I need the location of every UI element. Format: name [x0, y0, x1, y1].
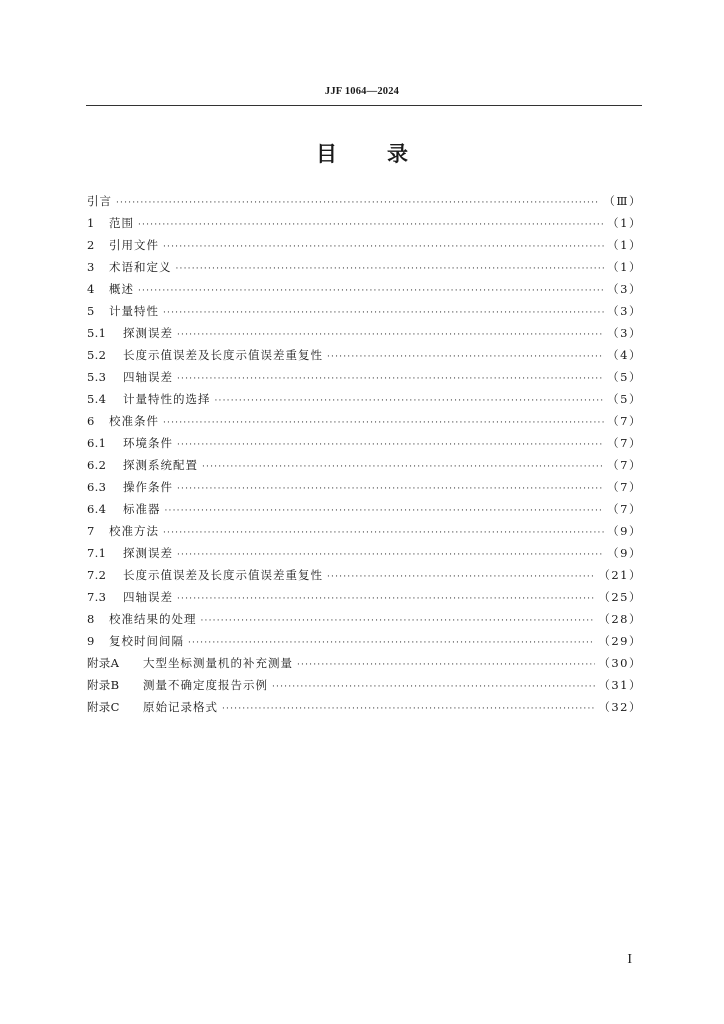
toc-entry[interactable]	[87, 234, 642, 256]
toc-entry[interactable]	[87, 344, 642, 366]
toc-entry-number: 1	[87, 216, 95, 230]
toc-entry-number: 5.1	[87, 326, 107, 340]
toc-entry-label: 原始记录格式	[143, 700, 218, 714]
toc-entry-page: （7）	[607, 436, 642, 450]
toc-dot-leader	[215, 390, 605, 412]
toc-dot-leader	[176, 258, 605, 280]
toc-dot-leader	[138, 280, 604, 302]
toc-entry[interactable]	[87, 212, 642, 234]
toc-entry-label: 术语和定义	[109, 260, 172, 274]
toc-entry[interactable]	[87, 300, 642, 322]
toc-entry-label: 测量不确定度报告示例	[143, 678, 268, 692]
toc-entry-label: 计量特性	[109, 304, 159, 318]
toc-entry-page: （32）	[598, 700, 642, 714]
toc-entry[interactable]	[87, 454, 642, 476]
toc-entry-number: 附录A	[87, 656, 120, 670]
toc-entry-label: 探测系统配置	[123, 458, 198, 472]
toc-entry-page: （28）	[598, 612, 642, 626]
toc-entry-page: （29）	[598, 634, 642, 648]
toc-dot-leader	[202, 456, 604, 478]
toc-dot-leader	[165, 500, 605, 522]
toc-entry-number: 7.3	[87, 590, 107, 604]
toc-entry-number: 6.2	[87, 458, 107, 472]
toc-dot-leader	[188, 632, 595, 654]
document-code-header: JJF 1064—2024	[324, 86, 400, 97]
toc-entry-page: （1）	[607, 238, 642, 252]
toc-dot-leader	[177, 434, 604, 456]
toc-dot-leader	[201, 610, 596, 632]
toc-entry-label: 四轴误差	[123, 590, 173, 604]
toc-entry-number: 5.3	[87, 370, 107, 384]
toc-dot-leader	[177, 544, 604, 566]
toc-entry[interactable]	[87, 190, 642, 212]
toc-entry[interactable]	[87, 564, 642, 586]
toc-entry-number: 5	[87, 304, 95, 318]
toc-dot-leader	[116, 192, 600, 214]
toc-entry-label: 操作条件	[123, 480, 173, 494]
toc-entry-number: 附录B	[87, 678, 120, 692]
title-char-1: 目	[316, 142, 337, 166]
toc-entry-number: 9	[87, 634, 95, 648]
toc-entry[interactable]	[87, 322, 642, 344]
toc-entry-page: （21）	[598, 568, 642, 582]
toc-entry-label: 引用文件	[109, 238, 159, 252]
toc-entry-page: （9）	[607, 546, 642, 560]
toc-entry-page: （7）	[607, 480, 642, 494]
toc-entry[interactable]	[87, 696, 642, 718]
toc-dot-leader	[177, 478, 604, 500]
toc-entry[interactable]	[87, 674, 642, 696]
toc-entry-page: （5）	[607, 370, 642, 384]
toc-entry-page: （7）	[607, 458, 642, 472]
toc-entry-page: （9）	[607, 524, 642, 538]
toc-entry-page: （7）	[607, 414, 642, 428]
toc-entry-number: 6.4	[87, 502, 107, 516]
toc-entry-number: 7.2	[87, 568, 107, 582]
toc-dot-leader	[327, 566, 595, 588]
toc-entry-page: （3）	[607, 326, 642, 340]
toc-dot-leader	[222, 698, 595, 720]
toc-dot-leader	[177, 324, 604, 346]
toc-entry-page: （Ⅲ）	[603, 194, 642, 208]
toc-dot-leader	[327, 346, 604, 368]
toc-entry[interactable]	[87, 652, 642, 674]
toc-entry-label: 长度示值误差及长度示值误差重复性	[123, 348, 323, 362]
toc-entry[interactable]	[87, 542, 642, 564]
toc-dot-leader	[272, 676, 595, 698]
toc-dot-leader	[163, 236, 604, 258]
toc-entry-label: 引言	[87, 194, 112, 208]
toc-entry-label: 概述	[109, 282, 134, 296]
toc-entry[interactable]	[87, 608, 642, 630]
toc-entry-page: （1）	[607, 216, 642, 230]
toc-entry-label: 探测误差	[123, 546, 173, 560]
toc-entry-label: 探测误差	[123, 326, 173, 340]
toc-entry[interactable]	[87, 520, 642, 542]
toc-entry-number: 6.1	[87, 436, 107, 450]
toc-entry-label: 长度示值误差及长度示值误差重复性	[123, 568, 323, 582]
toc-entry[interactable]	[87, 278, 642, 300]
toc-entry-page: （25）	[598, 590, 642, 604]
toc-entry-number: 附录C	[87, 700, 120, 714]
toc-dot-leader	[297, 654, 595, 676]
toc-entry[interactable]	[87, 388, 642, 410]
toc-entry-number: 7	[87, 524, 95, 538]
toc-entry[interactable]	[87, 256, 642, 278]
toc-entry-number: 5.2	[87, 348, 107, 362]
toc-entry-page: （7）	[607, 502, 642, 516]
toc-entry-number: 3	[87, 260, 95, 274]
toc-entry-label: 计量特性的选择	[123, 392, 211, 406]
toc-entry[interactable]	[87, 476, 642, 498]
toc-entry-label: 标准器	[123, 502, 161, 516]
toc-entry[interactable]	[87, 586, 642, 608]
toc-entry-number: 4	[87, 282, 95, 296]
toc-entry-number: 6.3	[87, 480, 107, 494]
toc-entry-page: （5）	[607, 392, 642, 406]
toc-entry-page: （4）	[607, 348, 642, 362]
toc-entry-label: 复校时间间隔	[109, 634, 184, 648]
title-char-2: 录	[387, 142, 408, 166]
header-divider	[86, 105, 642, 106]
toc-entry-label: 大型坐标测量机的补充测量	[143, 656, 293, 670]
toc-entry-page: （31）	[598, 678, 642, 692]
page-number: I	[627, 952, 632, 967]
toc-dot-leader	[163, 412, 604, 434]
toc-entry-label: 环境条件	[123, 436, 173, 450]
toc-entry[interactable]	[87, 410, 642, 432]
toc-entry-page: （3）	[607, 282, 642, 296]
toc-entry[interactable]	[87, 432, 642, 454]
toc-dot-leader	[163, 302, 604, 324]
toc-entry-number: 2	[87, 238, 95, 252]
toc-entry-number: 5.4	[87, 392, 107, 406]
toc-entry[interactable]	[87, 498, 642, 520]
toc-entry-number: 6	[87, 414, 95, 428]
toc-dot-leader	[177, 368, 604, 390]
table-of-contents	[87, 190, 642, 718]
toc-entry-page: （3）	[607, 304, 642, 318]
toc-entry-label: 范围	[109, 216, 134, 230]
toc-entry-number: 7.1	[87, 546, 107, 560]
toc-entry-label: 校准结果的处理	[109, 612, 197, 626]
toc-dot-leader	[177, 588, 595, 610]
toc-entry-label: 校准方法	[109, 524, 159, 538]
toc-entry-page: （30）	[598, 656, 642, 670]
toc-entry-label: 四轴误差	[123, 370, 173, 384]
toc-entry-page: （1）	[607, 260, 642, 274]
page-title	[0, 140, 724, 168]
toc-entry[interactable]	[87, 366, 642, 388]
toc-dot-leader	[163, 522, 604, 544]
toc-dot-leader	[138, 214, 604, 236]
toc-entry-number: 8	[87, 612, 95, 626]
toc-entry[interactable]	[87, 630, 642, 652]
toc-entry-label: 校准条件	[109, 414, 159, 428]
